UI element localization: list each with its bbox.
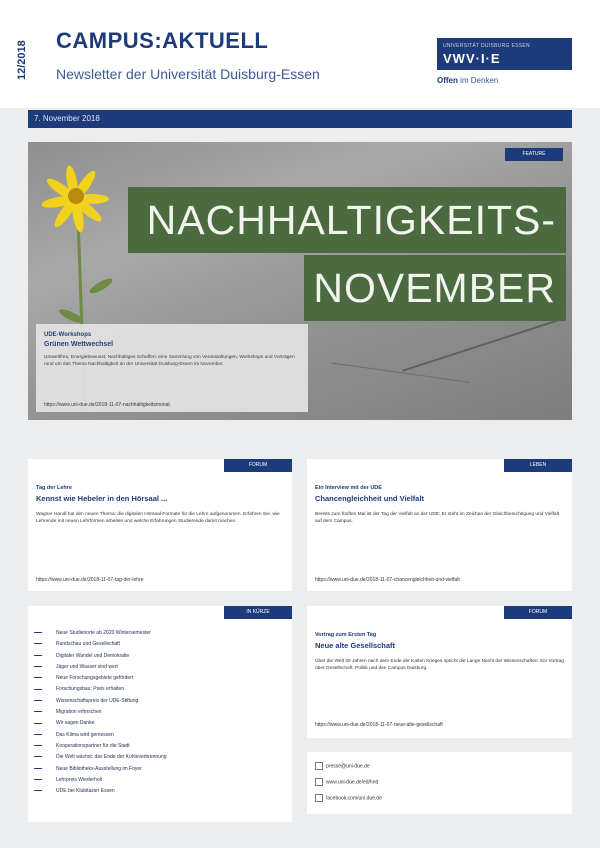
- globe-icon: [315, 778, 323, 786]
- list-item-label: Wissenschaftspreis der UDE-Stiftung: [56, 697, 139, 704]
- card-title: Kennst wie Hebeler in den Hörsaal ...: [36, 494, 168, 503]
- hero-kicker: UDE-Workshops: [44, 332, 92, 338]
- list-item-label: Die Welt wächst: das Ende der Kohleverbrennung: [56, 754, 167, 761]
- article-card-tag-der-lehre[interactable]: [28, 459, 292, 591]
- hero-badge: FEATURE: [505, 148, 563, 161]
- newsletter-title: CAMPUS:AKTUELL: [56, 28, 269, 53]
- article-card-gesellschaft[interactable]: [307, 606, 572, 738]
- bullet-icon: [34, 643, 42, 644]
- issue-date: 7. November 2018: [34, 114, 100, 123]
- list-item-label: UDE bei Klubitazier Essen: [56, 788, 115, 795]
- list-item-label: Jäger und Wasser sind wert: [56, 663, 118, 670]
- bullet-icon: [34, 768, 42, 769]
- contact-social[interactable]: [315, 794, 382, 802]
- contact-social-text: facebook.com/uni.due.de: [326, 795, 382, 802]
- bullet-icon: [34, 655, 42, 656]
- mail-icon: [315, 762, 323, 770]
- masthead: [0, 0, 600, 108]
- card-badge: LEBEN: [504, 459, 572, 472]
- bullet-icon: [34, 689, 42, 690]
- hero-headline-line2: NOVEMBER: [304, 255, 566, 321]
- facebook-icon: [315, 794, 323, 802]
- bullet-icon: [34, 632, 42, 633]
- card-link[interactable]: https://www.uni-due.de/2018-11-07-tag-der-lehre: [36, 577, 144, 583]
- list-item[interactable]: [34, 718, 167, 729]
- article-card-vielfalt[interactable]: [307, 459, 572, 591]
- list-item[interactable]: [34, 628, 167, 639]
- contact-box: [307, 752, 572, 814]
- tagline: [437, 76, 498, 85]
- card-kicker: Tag der Lehre: [36, 485, 72, 491]
- contact-email-text: presse@uni-due.de: [326, 763, 370, 770]
- leaf-icon: [88, 276, 115, 296]
- list-item[interactable]: [34, 730, 167, 741]
- list-item-label: Rundschau und Gesellschaft: [56, 641, 120, 648]
- card-title: Chancengleichheit und Vielfalt: [315, 494, 425, 503]
- yellow-flower-image: [40, 172, 120, 228]
- contact-web-text: www.uni-due.de/ed/hnd: [326, 779, 379, 786]
- tagline-rest: im Denken: [457, 76, 499, 85]
- issue-label: [6, 36, 36, 86]
- bullet-icon: [34, 711, 42, 712]
- list-item[interactable]: [34, 639, 167, 650]
- news-list: [34, 628, 167, 797]
- bullet-icon: [34, 745, 42, 746]
- card-kicker: Ein Interview mit der UDE: [315, 485, 382, 491]
- contact-web[interactable]: [315, 778, 378, 786]
- list-item[interactable]: [34, 673, 167, 684]
- list-item-label: Digitaler Wandel und Demokratie: [56, 652, 130, 659]
- card-body: Wagner Handl hat den neuen Thema: die digitalen Hörsaal-Formate für die Lehre aufgenommen. Erfahren Sie, wie Lehrende mit neuen Lehrformen arbeiten und welche Erfahrungen Studierende damit machen.: [36, 512, 280, 524]
- university-logo[interactable]: [437, 38, 572, 70]
- bullet-icon: [34, 677, 42, 678]
- list-item[interactable]: [34, 651, 167, 662]
- bullet-icon: [34, 790, 42, 791]
- list-item-label: Neue Forschungsgebiete gefördert: [56, 675, 134, 682]
- card-link[interactable]: https://www.uni-due.de/2018-11-07-chancengleichheit-und-vielfalt: [315, 577, 460, 583]
- bullet-icon: [34, 723, 42, 724]
- list-item-label: Forschungsbau: Preis erhalten: [56, 686, 125, 693]
- list-item-label: Das Klima wird gemessen: [56, 731, 114, 738]
- list-item[interactable]: [34, 775, 167, 786]
- hero-headline-line1: NACHHALTIGKEITS-: [128, 187, 566, 253]
- list-item-label: Migration erforschen: [56, 709, 102, 716]
- issue-label-text: 12/2018: [16, 40, 28, 80]
- bullet-icon: [34, 756, 42, 757]
- card-badge: FORUM: [504, 606, 572, 619]
- date-bar: [28, 110, 572, 128]
- hero-title: Grünen Wettwechsel: [44, 341, 114, 348]
- card-title: Neue alte Gesellschaft: [315, 641, 396, 650]
- list-item-label: Kooperationspartner für die Stadt: [56, 742, 130, 749]
- newsletter-subtitle: Newsletter der Universität Duisburg-Essen: [56, 66, 320, 82]
- hero-link[interactable]: https://www.uni-due.de/2018-11-07-nachhaltigkeitsmonat: [44, 402, 170, 408]
- list-item-label: Wir sagen Danke: [56, 720, 95, 727]
- list-item[interactable]: [34, 741, 167, 752]
- list-item[interactable]: [34, 707, 167, 718]
- logo-line1: UNIVERSITÄT DUISBURG ESSEN: [443, 43, 530, 49]
- hero-body: Umweltfreu, Energiebewusst, Nachhaltiges Schaffen: eine Sammlung von Veranstaltungen, Workshops und Vorträgen rund um das Thema Nachhaltigkeit an der Universität Duisburg-Essen im November.: [44, 355, 295, 367]
- logo-line2: VWV·I·E: [443, 51, 501, 66]
- flower-center: [68, 188, 84, 204]
- card-body: Über die Welt 30 Jahren nach dem Ende der Kalten Krieges spricht die Lange Nacht der Wissenschaften: Ein Vortrag über Gesellschaft, Politik und den Campus Duisburg.: [315, 659, 564, 671]
- list-item[interactable]: [34, 662, 167, 673]
- bullet-icon: [34, 779, 42, 780]
- list-item-label: Neue Bibliotheks-Ausstellung im Foyer: [56, 765, 142, 772]
- list-item[interactable]: [34, 764, 167, 775]
- bullet-icon: [34, 700, 42, 701]
- card-badge: FORUM: [224, 459, 292, 472]
- contact-email[interactable]: [315, 762, 370, 770]
- hero-feature[interactable]: [28, 142, 572, 420]
- bullet-icon: [34, 666, 42, 667]
- tagline-bold: Offen: [437, 76, 458, 85]
- card-link[interactable]: https://www.uni-due.de/2018-11-07-neue-alte-gesellschaft: [315, 722, 443, 728]
- list-item[interactable]: [34, 684, 167, 695]
- list-item-label: Neue Studienorte ab 2020 Wintersemester: [56, 630, 151, 636]
- in-kuerze-list: [28, 606, 292, 822]
- list-item[interactable]: [34, 696, 167, 707]
- list-item[interactable]: [34, 786, 167, 797]
- list-item[interactable]: [34, 752, 167, 763]
- list-item-label: Lehrpreis Wiederholt: [56, 776, 103, 783]
- card-body: Bereits zum fünften Mal ist der Tag der Vielfalt an der UDE: Er steht im Zeichen der Gleichberechtigung und Vielfalt auf dem Campus.: [315, 512, 559, 524]
- hero-teaser-box: [36, 324, 308, 412]
- list-badge: IN KÜRZE: [224, 606, 292, 619]
- bullet-icon: [34, 734, 42, 735]
- card-kicker: Vortrag zum Ersten Tag: [315, 632, 377, 638]
